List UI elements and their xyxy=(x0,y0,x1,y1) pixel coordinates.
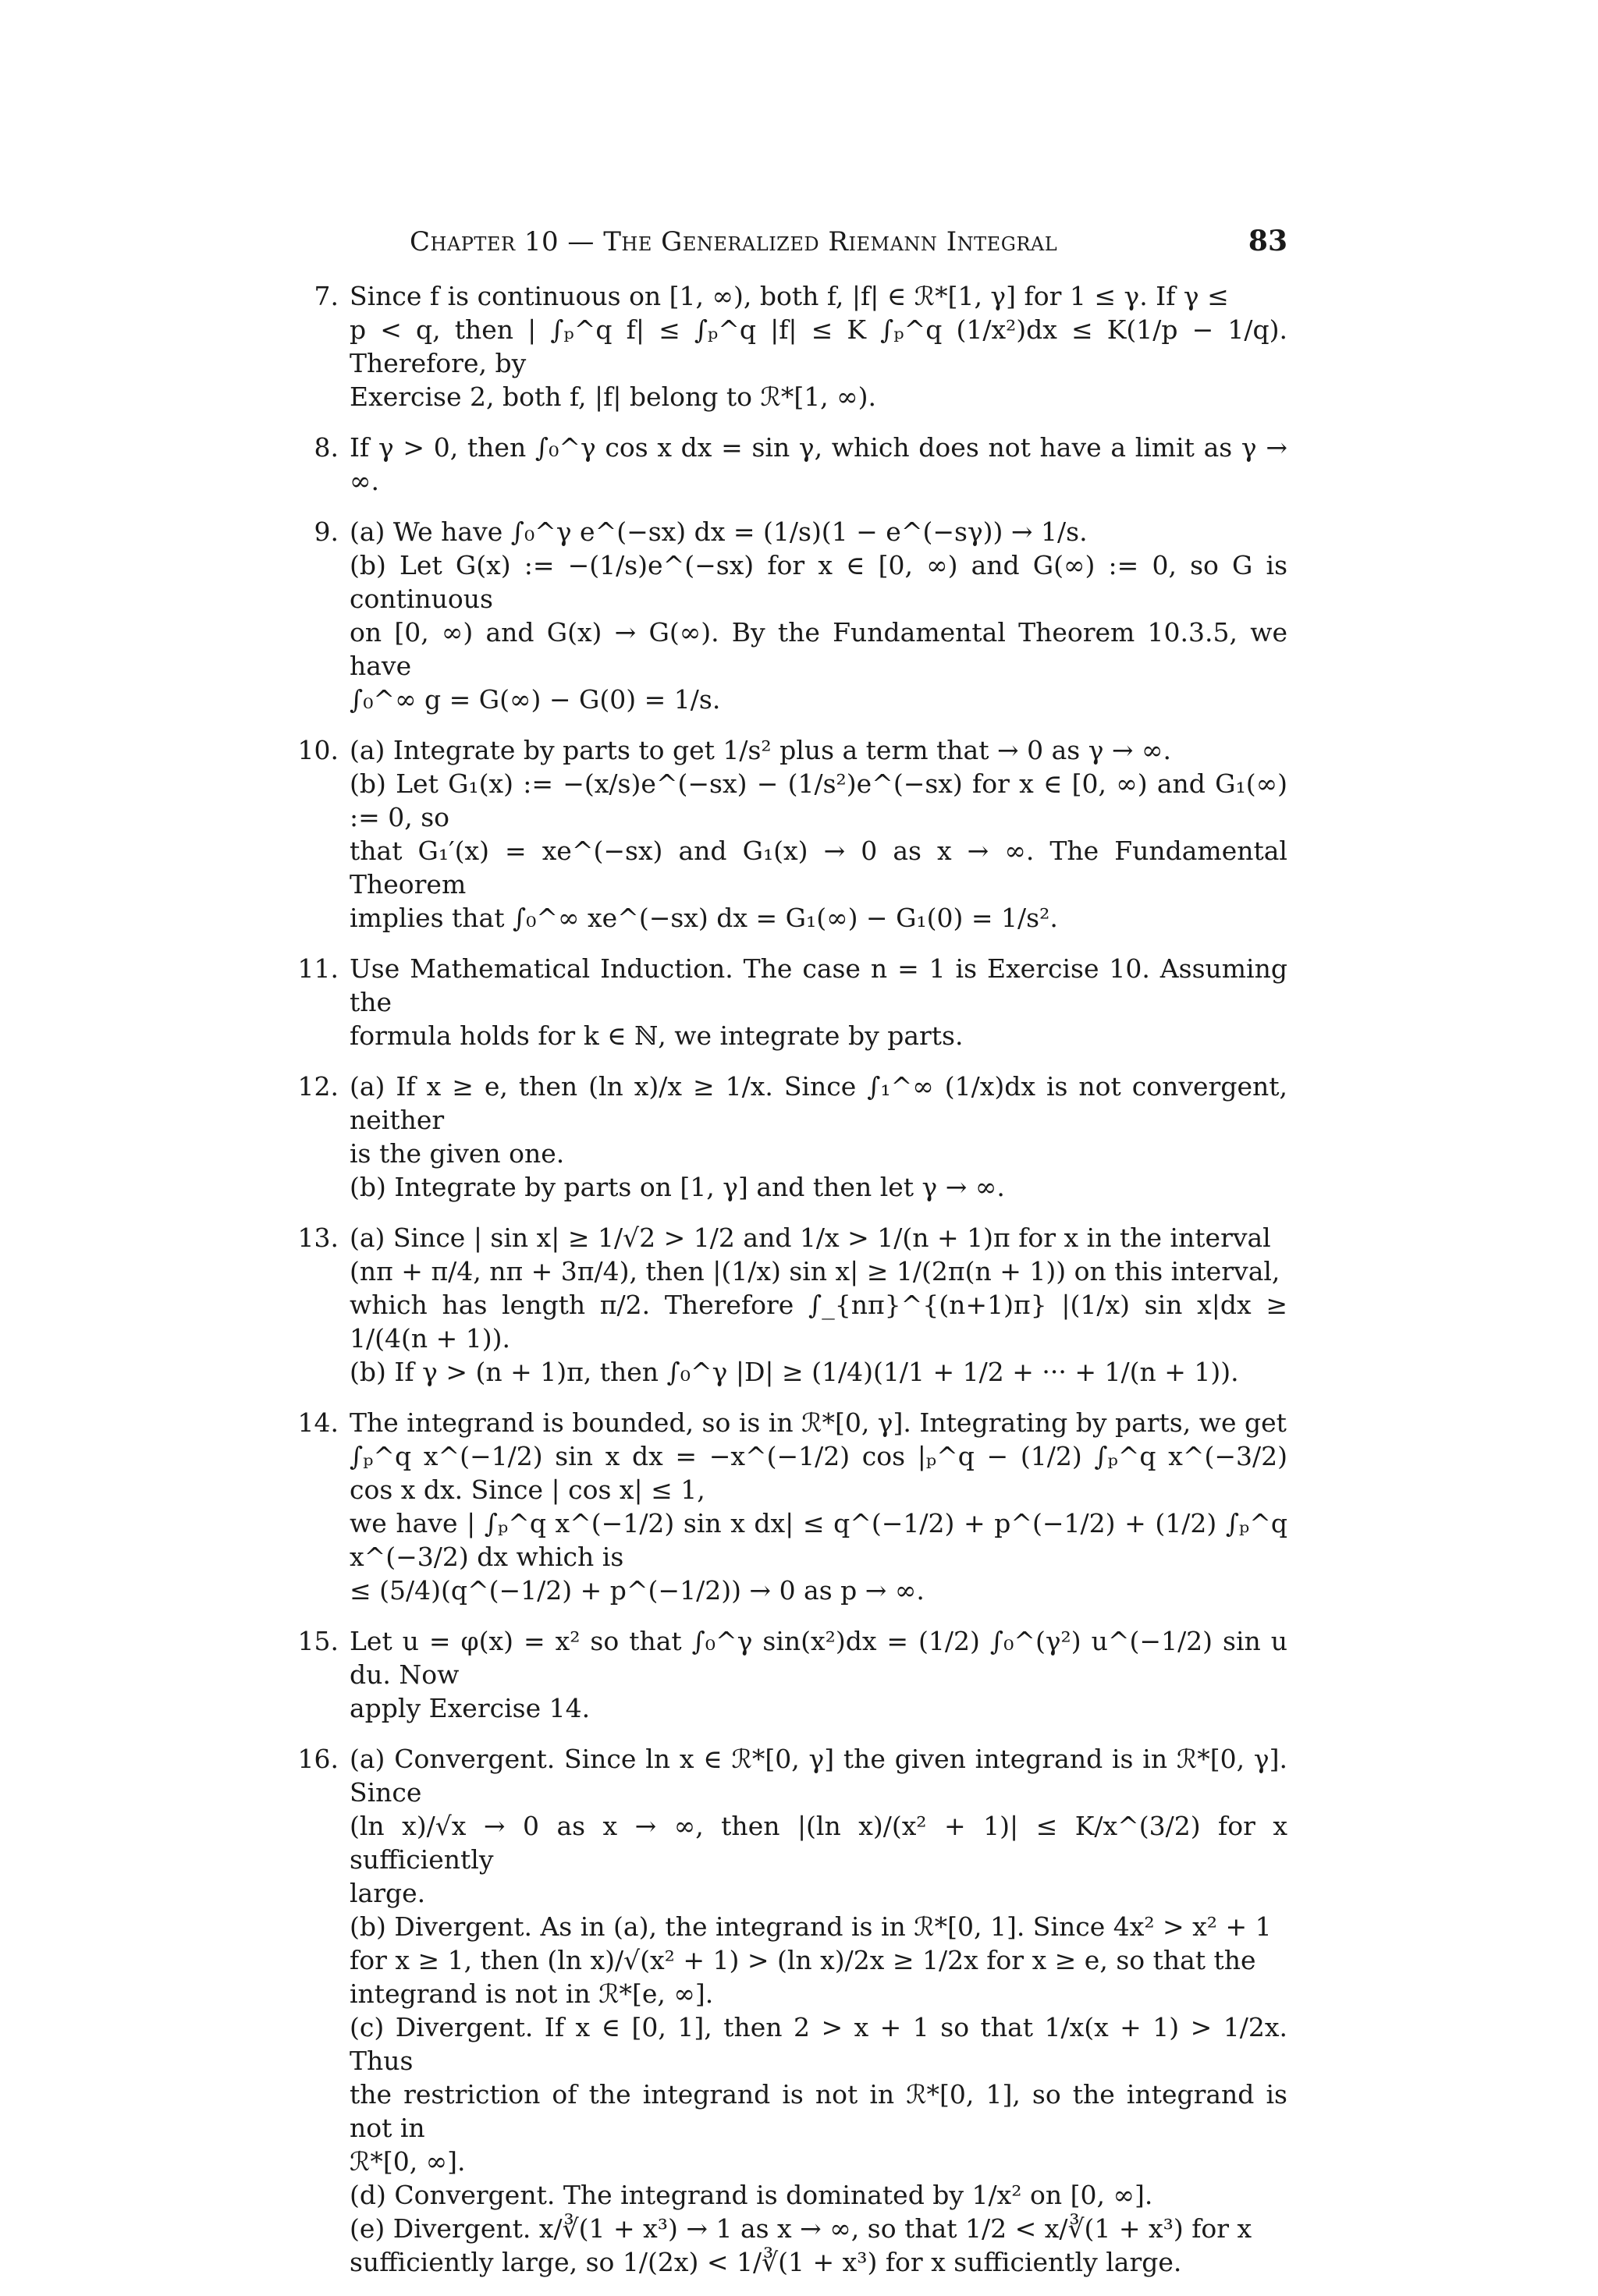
exercise-line: is the given one. xyxy=(350,1138,565,1169)
exercise-line: implies that ∫₀^∞ xe^(−sx) dx = G₁(∞) − G₁(0) = 1/s². xyxy=(350,903,1058,933)
exercise-line: (c) Divergent. If x ∈ [0, 1], then 2 > x + 1 so that 1/x(x + 1) > 1/2x. Thus xyxy=(350,2012,1287,2076)
exercise-line: (a) Since | sin x| ≥ 1/√2 > 1/2 and 1/x > 1/(n + 1)π for x in the interval xyxy=(350,1223,1271,1253)
exercise-line: (b) Let G₁(x) := −(x/s)e^(−sx) − (1/s²)e^(−sx) for x ∈ [0, ∞) and G₁(∞) := 0, so xyxy=(350,768,1287,832)
exercise-line: ≤ (5/4)(q^(−1/2) + p^(−1/2)) → 0 as p → ∞. xyxy=(350,1575,925,1606)
exercise-line: (b) Divergent. As in (a), the integrand is in ℛ*[0, 1]. Since 4x² > x² + 1 xyxy=(350,1911,1272,1942)
exercise-line: (a) Convergent. Since ln x ∈ ℛ*[0, γ] the given integrand is in ℛ*[0, γ]. Since xyxy=(350,1744,1287,1808)
exercise-line: Use Mathematical Induction. The case n = 1 is Exercise 10. Assuming the xyxy=(350,953,1287,1017)
exercise-line: formula holds for k ∈ ℕ, we integrate by parts. xyxy=(350,1020,964,1051)
chapter-title xyxy=(410,226,1057,257)
exercise-line: (a) We have ∫₀^γ e^(−sx) dx = (1/s)(1 − e^(−sγ)) → 1/s. xyxy=(350,516,1088,547)
exercise-number: 14. xyxy=(297,1407,339,1438)
exercise-line: (a) If x ≥ e, then (ln x)/x ≥ 1/x. Since ∫₁^∞ (1/x)dx is not convergent, neither xyxy=(350,1071,1287,1135)
page xyxy=(297,218,1287,2296)
chapter-label: Chapter 10 xyxy=(410,226,559,257)
exercise-number: 7. xyxy=(314,281,339,311)
exercise-number: 13. xyxy=(297,1223,339,1253)
exercise-number: 16. xyxy=(297,1744,339,1774)
exercise-line: (b) If γ > (n + 1)π, then ∫₀^γ |D| ≥ (1/4)(1/1 + 1/2 + ··· + 1/(n + 1)). xyxy=(350,1357,1239,1387)
exercise-number: 12. xyxy=(297,1071,339,1102)
exercise-line: we have | ∫ₚ^q x^(−1/2) sin x dx| ≤ q^(−1/2) + p^(−1/2) + (1/2) ∫ₚ^q x^(−3/2) dx which is xyxy=(350,1508,1287,1572)
exercise-line: (e) Divergent. x/∛(1 + x³) → 1 as x → ∞, so that 1/2 < x/∛(1 + x³) for x xyxy=(350,2213,1252,2244)
exercise-line: The integrand is bounded, so is in ℛ*[0, γ]. Integrating by parts, we get xyxy=(350,1407,1287,1438)
exercise-16 xyxy=(297,1742,1287,2279)
exercise-line: (d) Convergent. The integrand is dominated by 1/x² on [0, ∞]. xyxy=(350,2180,1153,2210)
exercise-line: sufficiently large, so 1/(2x) < 1/∛(1 + x³) for x sufficiently large. xyxy=(350,2247,1182,2277)
running-head xyxy=(312,218,1287,265)
exercise-line: Exercise 2, both f, |f| belong to ℛ*[1, ∞). xyxy=(350,381,877,412)
exercise-line: ∫ₚ^q x^(−1/2) sin x dx = −x^(−1/2) cos |ₚ^q − (1/2) ∫ₚ^q x^(−3/2) cos x dx. Since | cos x| ≤ 1, xyxy=(350,1441,1287,1505)
exercise-line: integrand is not in ℛ*[e, ∞]. xyxy=(350,1978,714,2009)
exercise-line: large. xyxy=(350,1878,426,1908)
exercise-line: on [0, ∞) and G(x) → G(∞). By the Fundamental Theorem 10.3.5, we have xyxy=(350,617,1287,681)
exercise-line: ∫₀^∞ g = G(∞) − G(0) = 1/s. xyxy=(350,684,721,715)
exercise-line: which has length π/2. Therefore ∫_{nπ}^{(n+1)π} |(1/x) sin x|dx ≥ 1/(4(n + 1)). xyxy=(350,1290,1287,1354)
exercise-line: p < q, then | ∫ₚ^q f| ≤ ∫ₚ^q |f| ≤ K ∫ₚ^q (1/x²)dx ≤ K(1/p − 1/q). Therefore, by xyxy=(350,314,1287,378)
title-dash: — xyxy=(567,226,595,257)
exercise-number: 9. xyxy=(314,516,339,547)
exercise-9 xyxy=(312,515,1287,716)
exercise-7 xyxy=(312,279,1287,413)
exercise-14 xyxy=(297,1406,1287,1607)
exercise-line: (b) Integrate by parts on [1, γ] and then let γ → ∞. xyxy=(350,1172,1005,1202)
exercise-number: 15. xyxy=(297,1626,339,1656)
exercise-line: Let u = φ(x) = x² so that ∫₀^γ sin(x²)dx = (1/2) ∫₀^(γ²) u^(−1/2) sin u du. Now xyxy=(350,1626,1287,1690)
exercise-line: ℛ*[0, ∞]. xyxy=(350,2146,466,2177)
exercise-line: (ln x)/√x → 0 as x → ∞, then |(ln x)/(x² + 1)| ≤ K/x^(3/2) for x sufficiently xyxy=(350,1811,1287,1875)
exercise-number: 11. xyxy=(297,953,339,984)
exercise-number: 10. xyxy=(297,735,339,765)
exercise-line: (b) Let G(x) := −(1/s)e^(−sx) for x ∈ [0, ∞) and G(∞) := 0, so G is continuous xyxy=(350,550,1287,614)
exercise-line: that G₁′(x) = xe^(−sx) and G₁(x) → 0 as x → ∞. The Fundamental Theorem xyxy=(350,836,1287,900)
exercise-line: (nπ + π/4, nπ + 3π/4), then |(1/x) sin x| ≥ 1/(2π(n + 1)) on this interval, xyxy=(350,1256,1280,1286)
exercise-line: apply Exercise 14. xyxy=(350,1693,591,1723)
exercise-15 xyxy=(297,1624,1287,1725)
exercise-11 xyxy=(297,952,1287,1052)
exercise-line: the restriction of the integrand is not in ℛ*[0, 1], so the integrand is not in xyxy=(350,2079,1287,2143)
exercise-number: 8. xyxy=(314,432,339,463)
exercise-line: If γ > 0, then ∫₀^γ cos x dx = sin γ, which does not have a limit as γ → ∞. xyxy=(350,432,1287,496)
page-number: 83 xyxy=(1248,225,1287,257)
exercise-13 xyxy=(297,1221,1287,1389)
exercise-line: for x ≥ 1, then (ln x)/√(x² + 1) > (ln x)/2x ≥ 1/2x for x ≥ e, so that the xyxy=(350,1945,1256,1975)
exercise-line: Since f is continuous on [1, ∞), both f, |f| ∈ ℛ*[1, γ] for 1 ≤ γ. If γ ≤ xyxy=(350,281,1229,311)
chapter-name: The Generalized Riemann Integral xyxy=(603,226,1058,257)
exercise-8 xyxy=(312,431,1287,498)
exercise-line: (a) Integrate by parts to get 1/s² plus a term that → 0 as γ → ∞. xyxy=(350,735,1172,765)
exercise-10 xyxy=(297,733,1287,935)
exercise-12 xyxy=(297,1070,1287,1204)
